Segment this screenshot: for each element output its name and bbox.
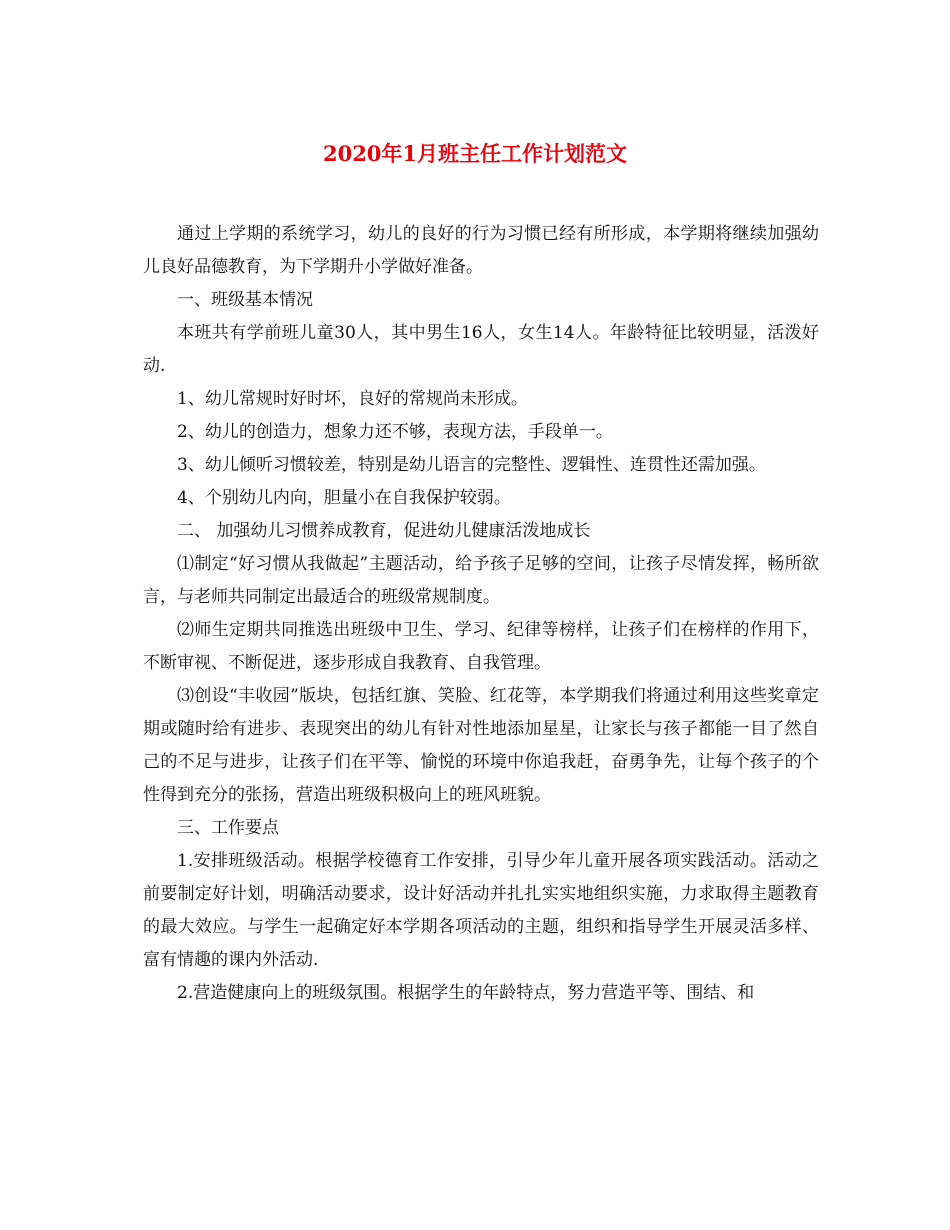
paragraph-intro: 通过上学期的系统学习，幼儿的良好的行为习惯已经有所形成，本学期将继续加强幼儿良好品德教育，为下学期升小学做好准备。 [143,224,819,277]
section-heading-work-points: 三、工作要点 [177,818,279,838]
paragraph-habits-2: ⑵师生定期共同推选出班级中卫生、学习、纪律等榜样，让孩子们在榜样的作用下，不断审视、不断促进，逐步形成自我教育、自我管理。 [143,620,819,673]
document-title: 2020年1月班主任工作计划范文 [322,141,628,166]
list-item-3: 3、幼儿倾听习惯较差，特别是幼儿语言的完整性、逻辑性、连贯性还需加强。 [177,455,766,475]
list-item-2: 2、幼儿的创造力，想象力还不够，表现方法，手段单一。 [177,422,613,442]
paragraph-habits-1: ⑴制定“好习惯从我做起”主题活动，给予孩子足够的空间，让孩子尽情发挥，畅所欲言，与老师共同制定出最适合的班级常规制度。 [143,554,819,607]
list-item-4: 4、个别幼儿内向，胆量小在自我保护较弱。 [177,488,511,508]
section-heading-class-info: 一、班级基本情况 [177,290,313,310]
paragraph-work-point-2: 2.营造健康向上的班级氛围。根据学生的年龄特点，努力营造平等、围结、和 [177,983,755,1003]
section-heading-habits: 二、 加强幼儿习惯养成教育，促进幼儿健康活泼地成长 [177,521,591,541]
paragraph-work-point-1: 1.安排班级活动。根据学校德育工作安排，引导少年儿童开展各项实践活动。活动之前要制定好计划，明确活动要求，设计好活动并扎扎实实地组织实施，力求取得主题教育的最大效应。与学生一起确定好本学期各项活动的主题，组织和指导学生开展灵活多样、富有情趣的课内外活动. [143,851,819,970]
list-item-1: 1、幼儿常规时好时坏，良好的常规尚未形成。 [177,389,528,409]
paragraph-habits-3: ⑶创设“丰收园”版块，包括红旗、笑脸、红花等，本学期我们将通过利用这些奖章定期或随时给有进步、表现突出的幼儿有针对性地添加星星，让家长与孩子都能一目了然自己的不足与进步，让孩子们在平等、愉悦的环境中你追我赶，奋勇争先，让每个孩子的个性得到充分的张扬，营造出班级积极向上的班风班貌。 [143,686,819,805]
document-body [143,218,819,1010]
paragraph-class-info: 本班共有学前班儿童30人，其中男生16人，女生14人。年龄特征比较明显，活泼好动. [143,323,819,376]
